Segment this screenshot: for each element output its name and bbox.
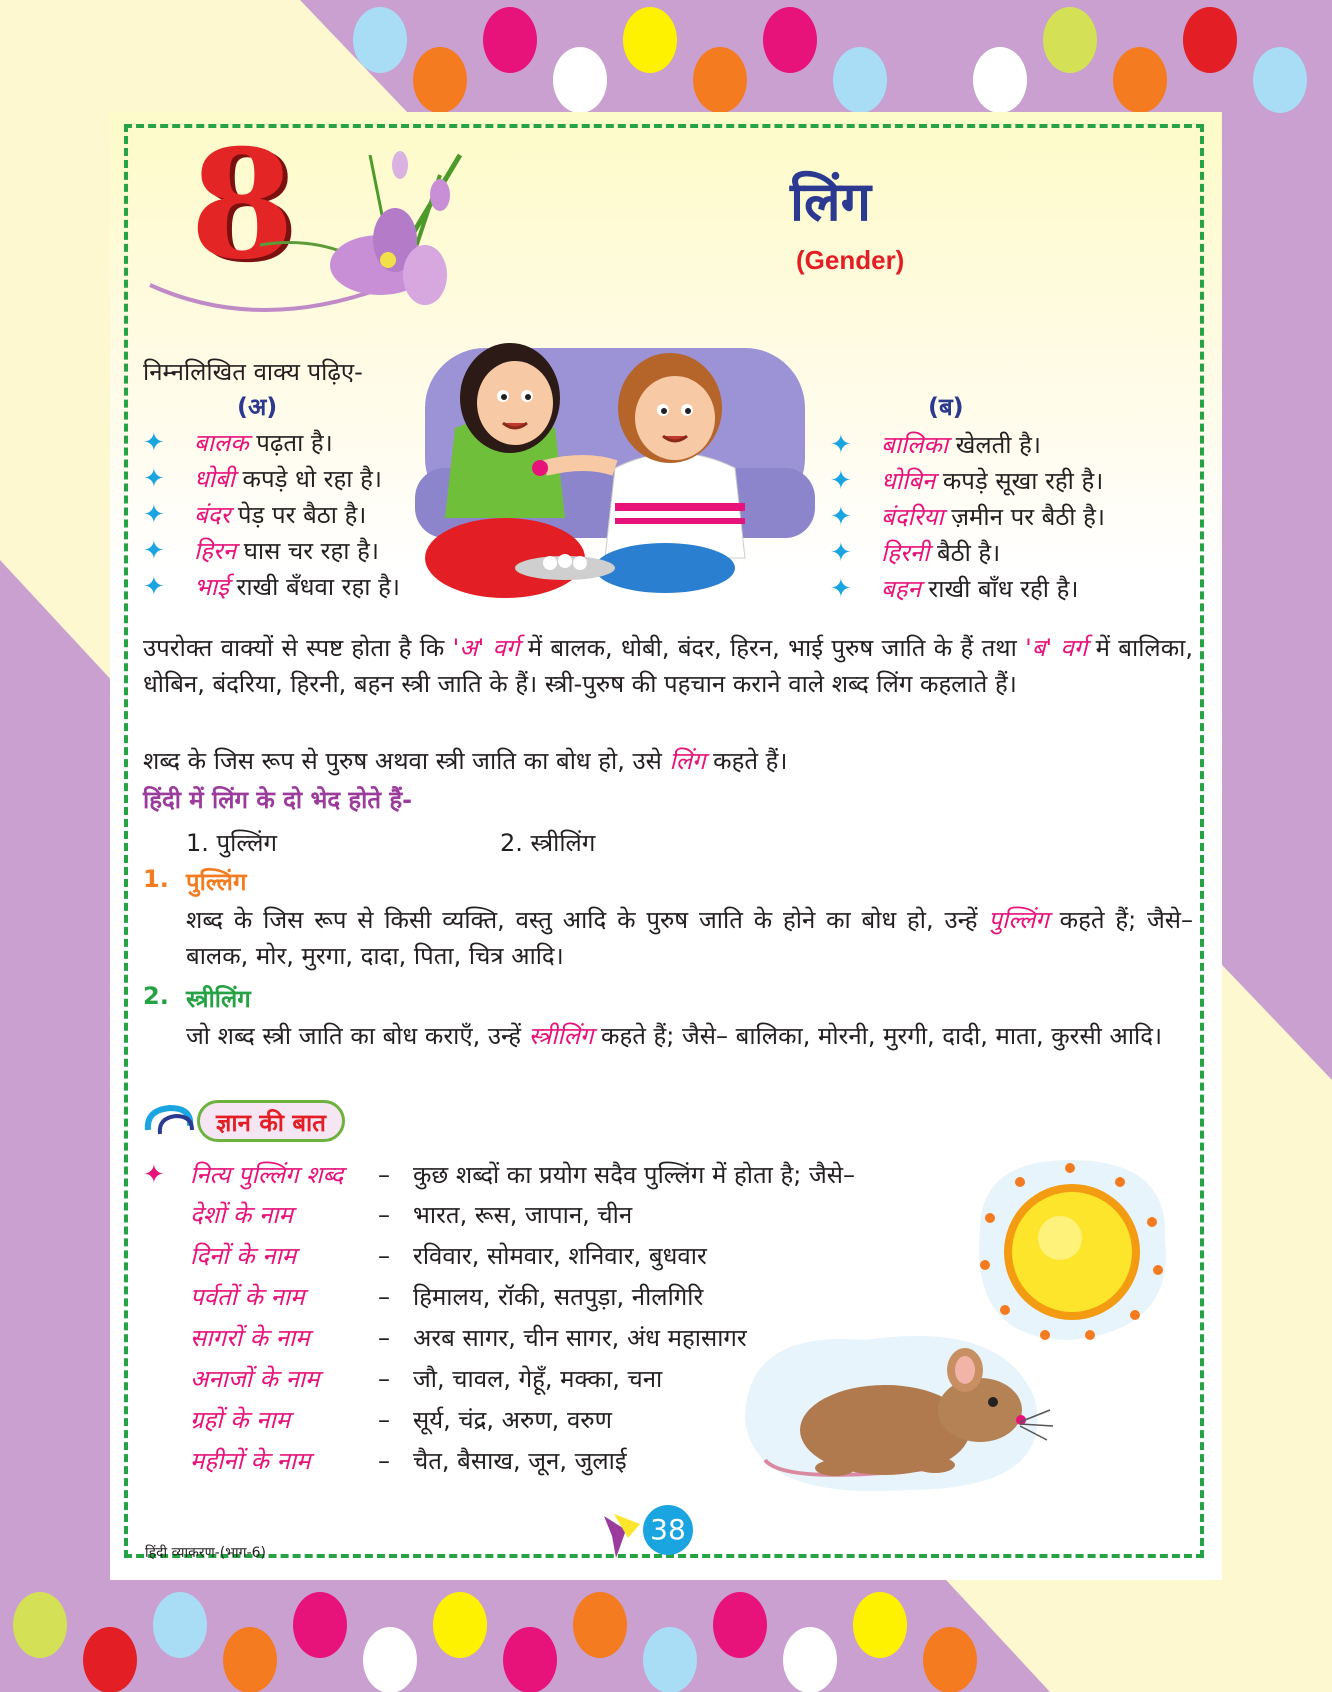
star-bullet-icon: ✦: [830, 430, 852, 460]
explanation-paragraph: उपरोक्त वाक्यों से स्पष्ट होता है कि 'अ' वर्ग में बालक, धोबी, बंदर, हिरन, भाई पुरुष जाति के हैं तथा 'ब' वर्ग में बालिका, धोबिन, बंदरिया, हिरनी, बहन स्त्री जाति के हैं। स्त्री-पुरुष की पहचान कराने वाले शब्द लिंग कहलाते हैं।: [143, 634, 1193, 698]
star-bullet-icon: ✦: [143, 428, 165, 458]
star-bullet-icon: ✦: [143, 1160, 165, 1190]
example-label: महीनों के नाम: [190, 1447, 311, 1475]
gyan-ki-baat-label: ज्ञान की बात: [197, 1100, 345, 1142]
nitya-label: नित्य पुल्लिंग शब्द: [190, 1161, 344, 1189]
example-dash: –: [378, 1201, 390, 1229]
example-label: पर्वतों के नाम: [190, 1283, 305, 1311]
chapter-subtitle: (Gender): [796, 245, 905, 275]
star-bullet-icon: ✦: [830, 538, 852, 568]
example-dash: –: [378, 1447, 390, 1475]
example-dash: –: [378, 1406, 390, 1434]
definition-text: शब्द के जिस रूप से पुरुष अथवा स्त्री जाति का बोध हो, उसे लिंग कहते हैं।: [143, 747, 788, 775]
example-label: सागरों के नाम: [190, 1324, 310, 1352]
nitya-dash: –: [378, 1161, 390, 1189]
list-item: भाई राखी बँधवा रहा है।: [194, 573, 400, 601]
example-value: चैत, बैसाख, जून, जुलाई: [413, 1447, 627, 1475]
type-1: 1. पुल्लिंग: [186, 829, 277, 857]
example-value: भारत, रूस, जापान, चीन: [413, 1201, 633, 1229]
flower-illustration: [140, 135, 500, 335]
chapter-title: लिंग: [790, 170, 871, 233]
star-bullet-icon: ✦: [143, 572, 165, 602]
striling-heading: 2.: [143, 982, 169, 1010]
example-dash: –: [378, 1365, 390, 1393]
example-value: अरब सागर, चीन सागर, अंध महासागर: [413, 1324, 747, 1352]
children-rakhi-illustration: [415, 318, 815, 598]
list-item: बंदर पेड़ पर बैठा है।: [194, 501, 367, 529]
list-item: धोबी कपड़े धो रहा है।: [194, 465, 382, 493]
pulling-heading: 1.: [143, 865, 169, 893]
example-dash: –: [378, 1324, 390, 1352]
example-value: रविवार, सोमवार, शनिवार, बुधवार: [413, 1242, 707, 1270]
star-bullet-icon: ✦: [143, 536, 165, 566]
nitya-text: कुछ शब्दों का प्रयोग सदैव पुल्लिंग में होता है; जैसे–: [413, 1161, 855, 1189]
list-item: बालिका खेलती है।: [881, 431, 1041, 459]
types-heading: हिंदी में लिंग के दो भेद होते हैं-: [143, 786, 413, 814]
chapter-number: 8: [190, 117, 295, 293]
example-label: अनाजों के नाम: [190, 1365, 320, 1393]
example-label: दिनों के नाम: [190, 1242, 297, 1270]
list-item: हिरन घास चर रहा है।: [194, 537, 379, 565]
type-2: 2. स्त्रीलिंग: [500, 829, 596, 857]
example-dash: –: [378, 1283, 390, 1311]
instruction-text: निम्नलिखित वाक्य पढ़िए-: [143, 358, 363, 386]
star-bullet-icon: ✦: [143, 500, 165, 530]
column-b-heading: (ब): [928, 393, 964, 421]
list-item: बंदरिया ज़मीन पर बैठी है।: [881, 503, 1105, 531]
list-item: बहन राखी बाँध रही है।: [881, 575, 1079, 603]
example-value: हिमालय, रॉकी, सतपुड़ा, नीलगिरि: [413, 1283, 704, 1311]
list-item: धोबिन कपड़े सूखा रही है।: [881, 467, 1104, 495]
page-number: 38: [643, 1505, 693, 1555]
striling-heading-label: स्त्रीलिंग: [186, 985, 251, 1013]
list-item: हिरनी बैठी है।: [881, 539, 1001, 567]
swirl-icon: [140, 1102, 202, 1142]
example-value: जौ, चावल, गेहूँ, मक्का, चना: [413, 1365, 663, 1393]
star-bullet-icon: ✦: [830, 574, 852, 604]
bookmark-ribbon-icon: [600, 1510, 650, 1560]
example-value: सूर्य, चंद्र, अरुण, वरुण: [413, 1406, 612, 1434]
striling-definition: जो शब्द स्त्री जाति का बोध कराएँ, उन्हें स्त्रीलिंग कहते हैं; जैसे– बालिका, मोरनी, मुरगी, दादी, माता, कुरसी आदि।: [186, 1022, 1163, 1050]
pulling-definition: शब्द के जिस रूप से किसी व्यक्ति, वस्तु आदि के पुरुष जाति के होने का बोध हो, उन्हें पुल्लिंग कहते हैं; जैसे– बालक, मोर, मुरगा, दादा, पिता, चित्र आदि।: [186, 906, 1194, 970]
example-label: देशों के नाम: [190, 1201, 293, 1229]
star-bullet-icon: ✦: [830, 466, 852, 496]
star-bullet-icon: ✦: [143, 464, 165, 494]
book-footer: हिंदी व्याकरण-(भाग-6): [145, 1545, 266, 1561]
pulling-heading-label: पुल्लिंग: [186, 868, 247, 896]
example-label: ग्रहों के नाम: [190, 1406, 291, 1434]
example-dash: –: [378, 1242, 390, 1270]
rat-illustration: [725, 1310, 1055, 1500]
star-bullet-icon: ✦: [830, 502, 852, 532]
list-item: बालक पढ़ता है।: [194, 429, 333, 457]
column-a-heading: (अ): [237, 393, 278, 421]
